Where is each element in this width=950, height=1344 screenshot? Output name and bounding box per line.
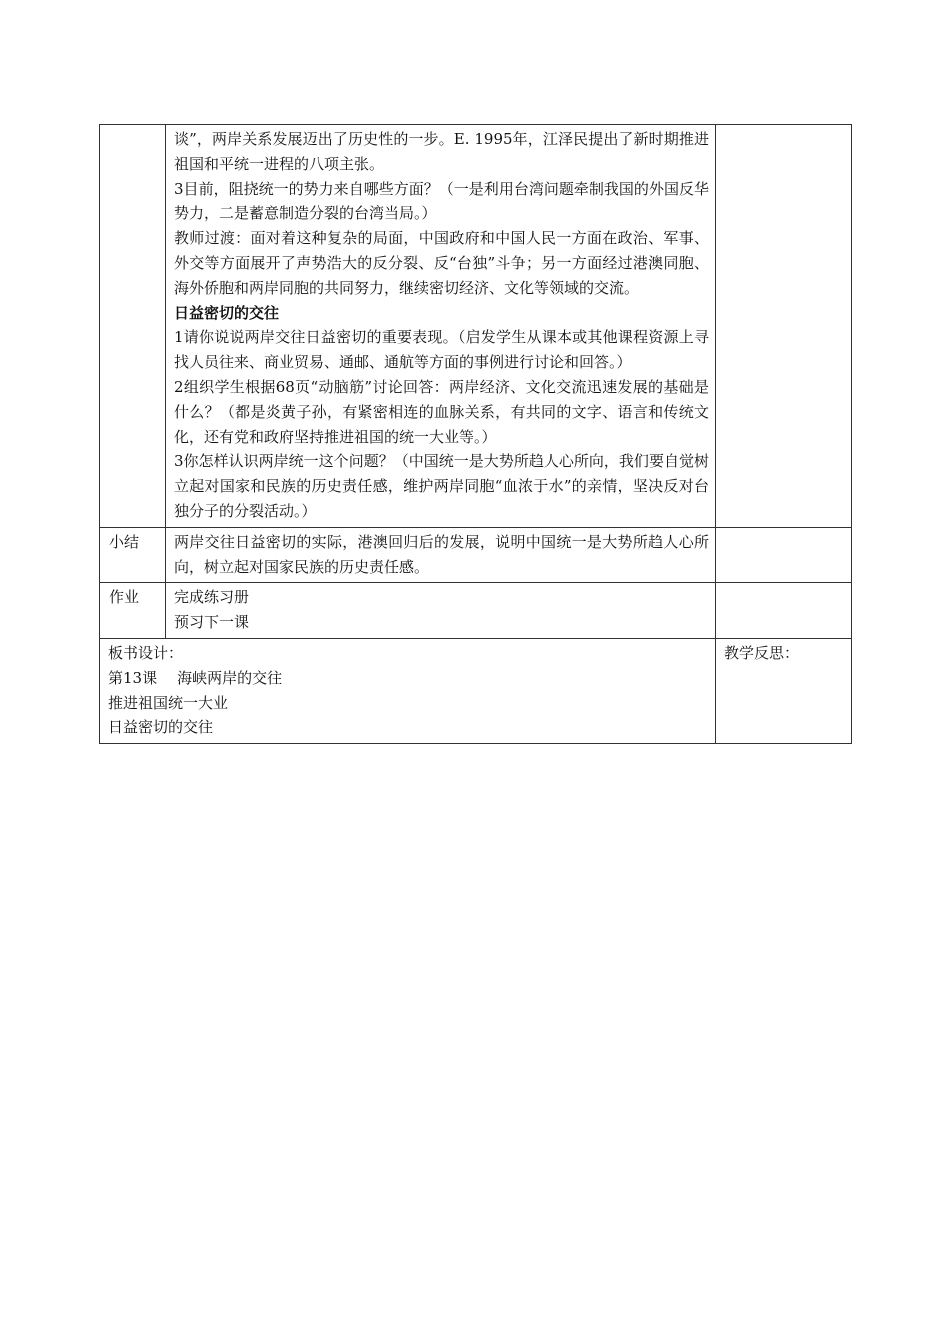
lesson-number: 第13课 bbox=[108, 668, 158, 687]
homework-item: 预习下一课 bbox=[174, 613, 250, 632]
homework-label: 作业 bbox=[109, 588, 140, 607]
board-line: 日益密切的交往 bbox=[108, 718, 214, 737]
summary-label: 小结 bbox=[109, 532, 140, 551]
board-design-cell bbox=[100, 638, 716, 743]
summary-label-cell bbox=[100, 527, 166, 583]
process-paragraph: 2组织学生根据68页“动脑筋”讨论回答：两岸经济、文化交流迅速发展的基础是什么？（都是炎黄子孙，有紧密相连的血脉关系，有共同的文字、语言和传统文化，还有党和政府坚持推进祖国的统一大业等。） bbox=[174, 377, 709, 446]
process-paragraph: 1请你说说两岸交往日益密切的重要表现。（启发学生从课本或其他课程资源上寻找人员往来、商业贸易、通邮、通航等方面的事例进行讨论和回答。） bbox=[174, 328, 709, 372]
teaching-process-row bbox=[100, 125, 852, 528]
homework-item: 完成练习册 bbox=[174, 588, 250, 607]
lesson-plan-table bbox=[99, 124, 852, 744]
summary-notes-cell bbox=[716, 527, 852, 583]
board-design-title: 板书设计： bbox=[108, 643, 184, 662]
homework-label-cell bbox=[100, 583, 166, 639]
process-label-cell bbox=[100, 125, 166, 528]
reflection-cell bbox=[716, 638, 852, 743]
process-paragraph: 3你怎样认识两岸统一这个问题？（中国统一是大势所趋人心所向，我们要自觉树立起对国家和民族的历史责任感，维护两岸同胞“血浓于水”的亲情，坚决反对台独分子的分裂活动。） bbox=[174, 452, 709, 520]
summary-row bbox=[100, 527, 852, 583]
process-paragraph: 谈”，两岸关系发展迈出了历史性的一步。E. 1995年，江泽民提出了新时期推进祖国和平统一进程的八项主张。 bbox=[174, 130, 709, 173]
reflection-label: 教学反思： bbox=[724, 643, 800, 662]
homework-row bbox=[100, 583, 852, 639]
process-paragraph: 3目前，阻挠统一的势力来自哪些方面？（一是利用台湾问题牵制我国的外国反华势力，二是蓄意制造分裂的台湾当局。） bbox=[174, 179, 709, 223]
process-notes-cell bbox=[716, 125, 852, 528]
process-content-cell bbox=[166, 125, 716, 528]
homework-notes-cell bbox=[716, 583, 852, 639]
board-lesson-line bbox=[108, 666, 709, 691]
board-line: 推进祖国统一大业 bbox=[108, 693, 229, 712]
board-design-row bbox=[100, 638, 852, 743]
section-heading: 日益密切的交往 bbox=[174, 303, 280, 322]
process-paragraph: 教师过渡：面对着这种复杂的局面，中国政府和中国人民一方面在政治、军事、外交等方面展开了声势浩大的反分裂、反“台独”斗争；另一方面经过港澳同胞、海外侨胞和两岸同胞的共同努力，继续密切经济、文化等领域的交流。 bbox=[174, 229, 709, 297]
summary-content-cell bbox=[166, 527, 716, 583]
summary-text: 两岸交往日益密切的实际，港澳回归后的发展，说明中国统一是大势所趋人心所向，树立起对国家民族的历史责任感。 bbox=[174, 532, 709, 576]
homework-content-cell bbox=[166, 583, 716, 639]
lesson-title: 海峡两岸的交往 bbox=[177, 668, 283, 687]
